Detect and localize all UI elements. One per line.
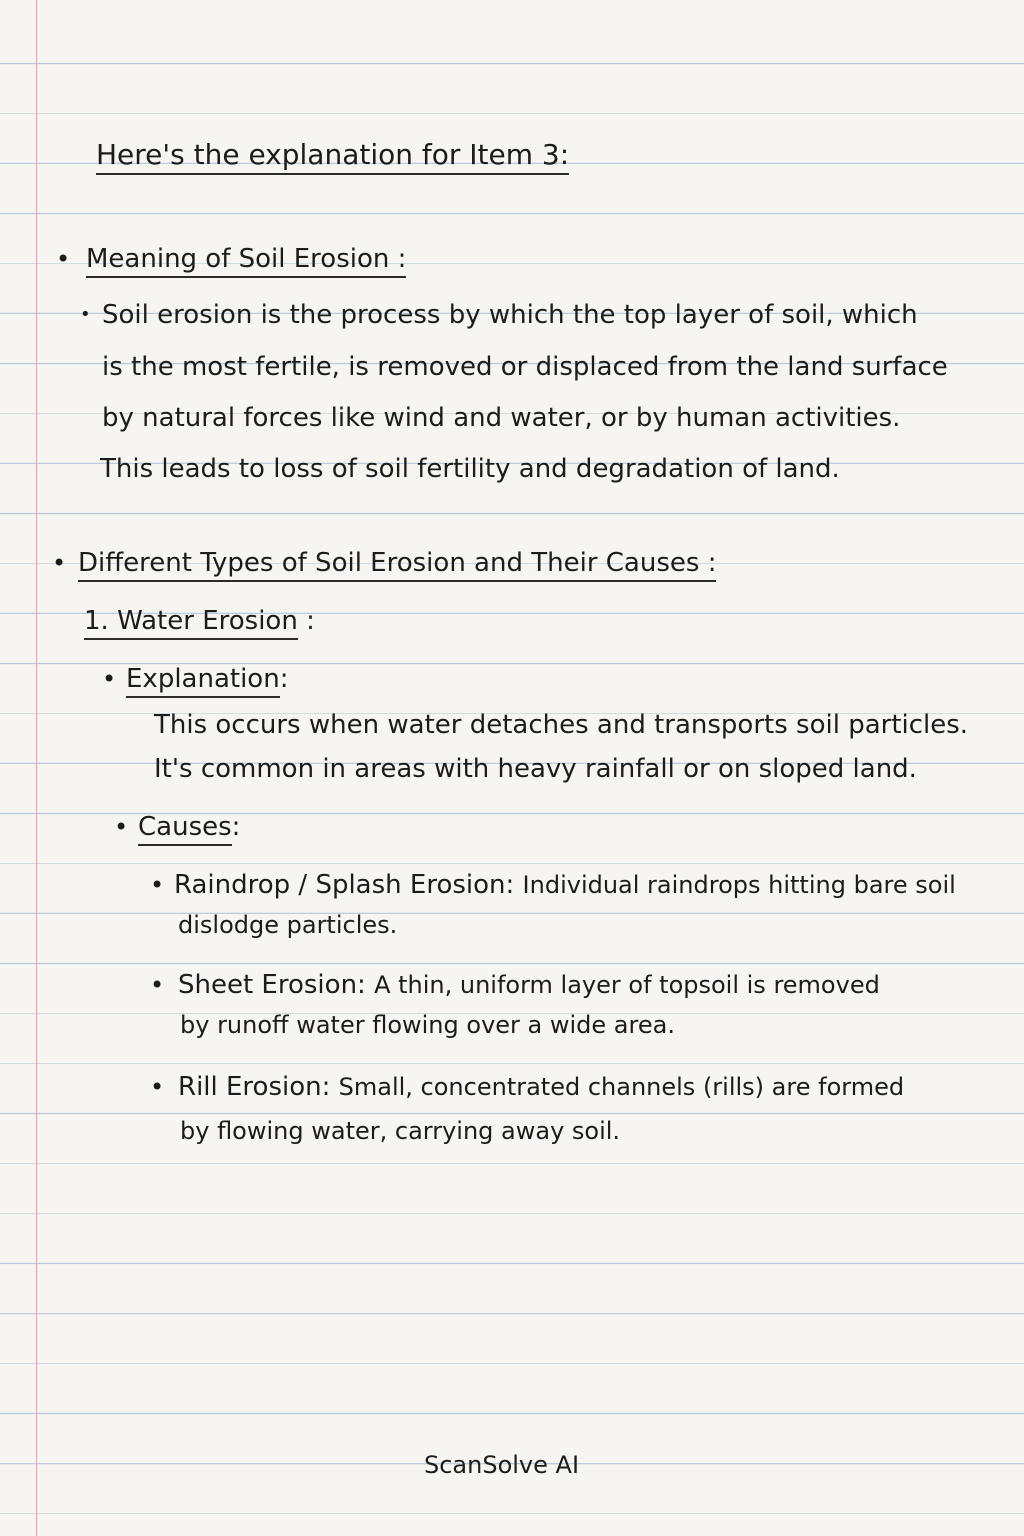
explanation-label [126,664,288,694]
cause-description: Individual raindrops hitting bare soil [522,871,956,899]
bullet-icon: • [80,304,91,325]
meaning-line: is the most fertile, is removed or displaced from the land surface [102,352,948,382]
meaning-line: Soil erosion is the process by which the top layer of soil, which [102,300,918,330]
cause-description: Small, concentrated channels (rills) are formed [338,1073,905,1101]
water-erosion-heading-text: 1. Water Erosion [84,606,298,640]
bullet-icon: • [56,245,71,273]
page-title [96,140,569,170]
page-title-text: Here's the explanation for Item 3: [96,138,569,175]
meaning-heading [86,244,406,274]
bullet-icon: • [114,813,129,841]
explanation-colon: : [279,664,289,694]
water-erosion-heading [84,606,315,636]
bullet-icon: • [150,1073,165,1101]
types-heading-text: Different Types of Soil Erosion and Their Causes : [78,548,716,582]
cause-term: Rill Erosion: [178,1072,331,1102]
explanation-label-text: Explanation [126,664,280,698]
cause-term: Raindrop / Splash Erosion: [174,870,515,900]
bullet-icon: • [150,871,165,899]
explanation-line: It's common in areas with heavy rainfall or on sloped land. [154,754,917,784]
meaning-line: This leads to loss of soil fertility and degradation of land. [100,454,840,484]
explanation-line: This occurs when water detaches and transports soil particles. [154,710,969,740]
causes-label [138,812,240,842]
cause-description-cont: by runoff water flowing over a wide area. [180,1011,675,1039]
types-heading [78,548,716,578]
meaning-line: by natural forces like wind and water, or by human activities. [102,403,901,433]
cause-item [178,970,880,1000]
water-erosion-colon: : [306,606,315,636]
cause-description-cont: dislodge particles. [178,911,398,939]
bullet-icon: • [52,549,67,577]
cause-item [174,870,956,900]
bullet-icon: • [102,665,117,693]
footer-brand: ScanSolve AI [424,1451,580,1479]
cause-description: A thin, uniform layer of topsoil is removed [374,971,880,999]
bullet-icon: • [150,971,165,999]
meaning-heading-text: Meaning of Soil Erosion : [86,244,406,278]
causes-label-text: Causes [138,812,232,846]
cause-term: Sheet Erosion: [178,970,366,1000]
causes-colon: : [231,812,241,842]
cause-item [178,1072,904,1102]
margin-line [36,0,37,1536]
cause-description-cont: by flowing water, carrying away soil. [180,1117,621,1145]
